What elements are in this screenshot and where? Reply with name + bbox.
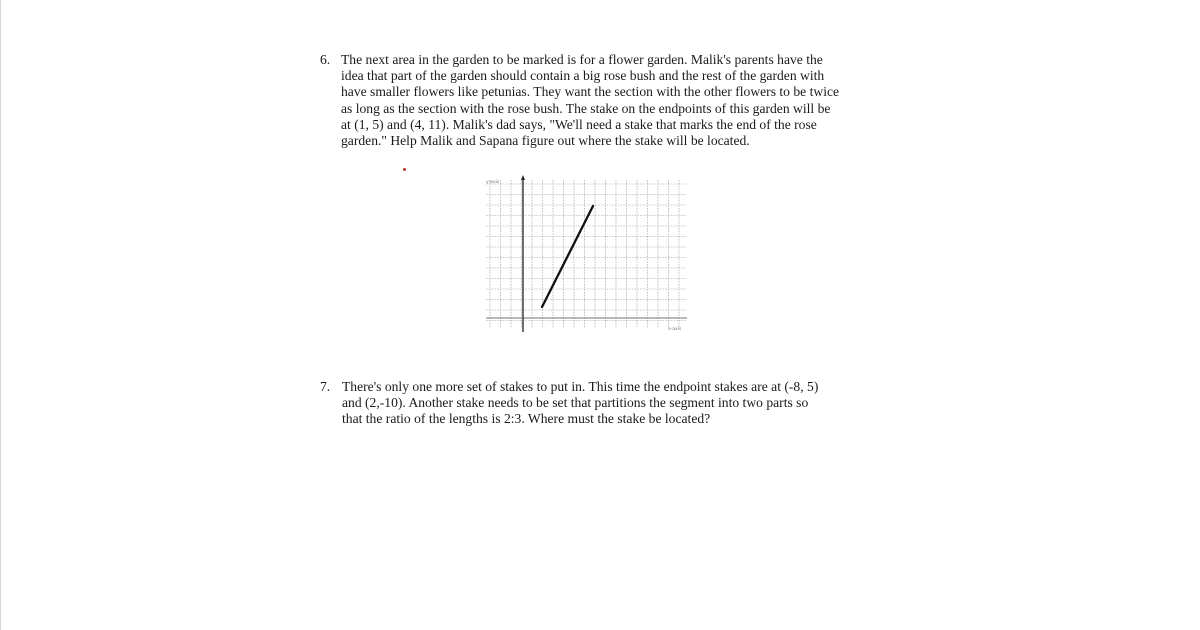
problem-6-line: The next area in the garden to be marked is for a flower garden. Malik's parents have the [341, 52, 823, 67]
problem-6-line: have smaller flowers like petunias. They want the section with the other flowers to be twice [341, 84, 840, 100]
x-axis-label: x-axis [668, 327, 682, 332]
problem-7-text [342, 379, 818, 428]
problem-6-line: garden." Help Malik and Sapana figure out where the stake will be located. [341, 133, 750, 149]
problem-7-number: 7. [320, 379, 331, 394]
garden-segment [542, 206, 593, 307]
red-ink-dot [403, 168, 406, 171]
problem-7-line: and (2,-10). Another stake needs to be set that partitions the segment into two parts so [342, 395, 809, 411]
y-axis-label: y-axis [486, 180, 500, 185]
problem-7-line: that the ratio of the lengths is 2:3. Where must the stake be located? [342, 411, 711, 427]
problem-6-line: idea that part of the garden should contain a big rose bush and the rest of the garden with [341, 68, 825, 84]
coordinate-grid [482, 174, 694, 338]
problem-6-text [341, 52, 839, 149]
problem-6-line: as long as the section with the rose bush. The stake on the endpoints of this garden will be [341, 100, 831, 116]
problem-6-line: at (1, 5) and (4, 11). Malik's dad says, "We'll need a stake that marks the end of the rose [341, 116, 817, 132]
coordinate-grid-svg [482, 174, 694, 338]
y-axis-arrow-icon [521, 175, 525, 180]
grid-lines [486, 180, 686, 328]
problem-7-line: There's only one more set of stakes to put in. This time the endpoint stakes are at (-8, 5) [342, 379, 819, 394]
problem-6-number: 6. [320, 52, 331, 67]
page-edge [0, 0, 1, 630]
